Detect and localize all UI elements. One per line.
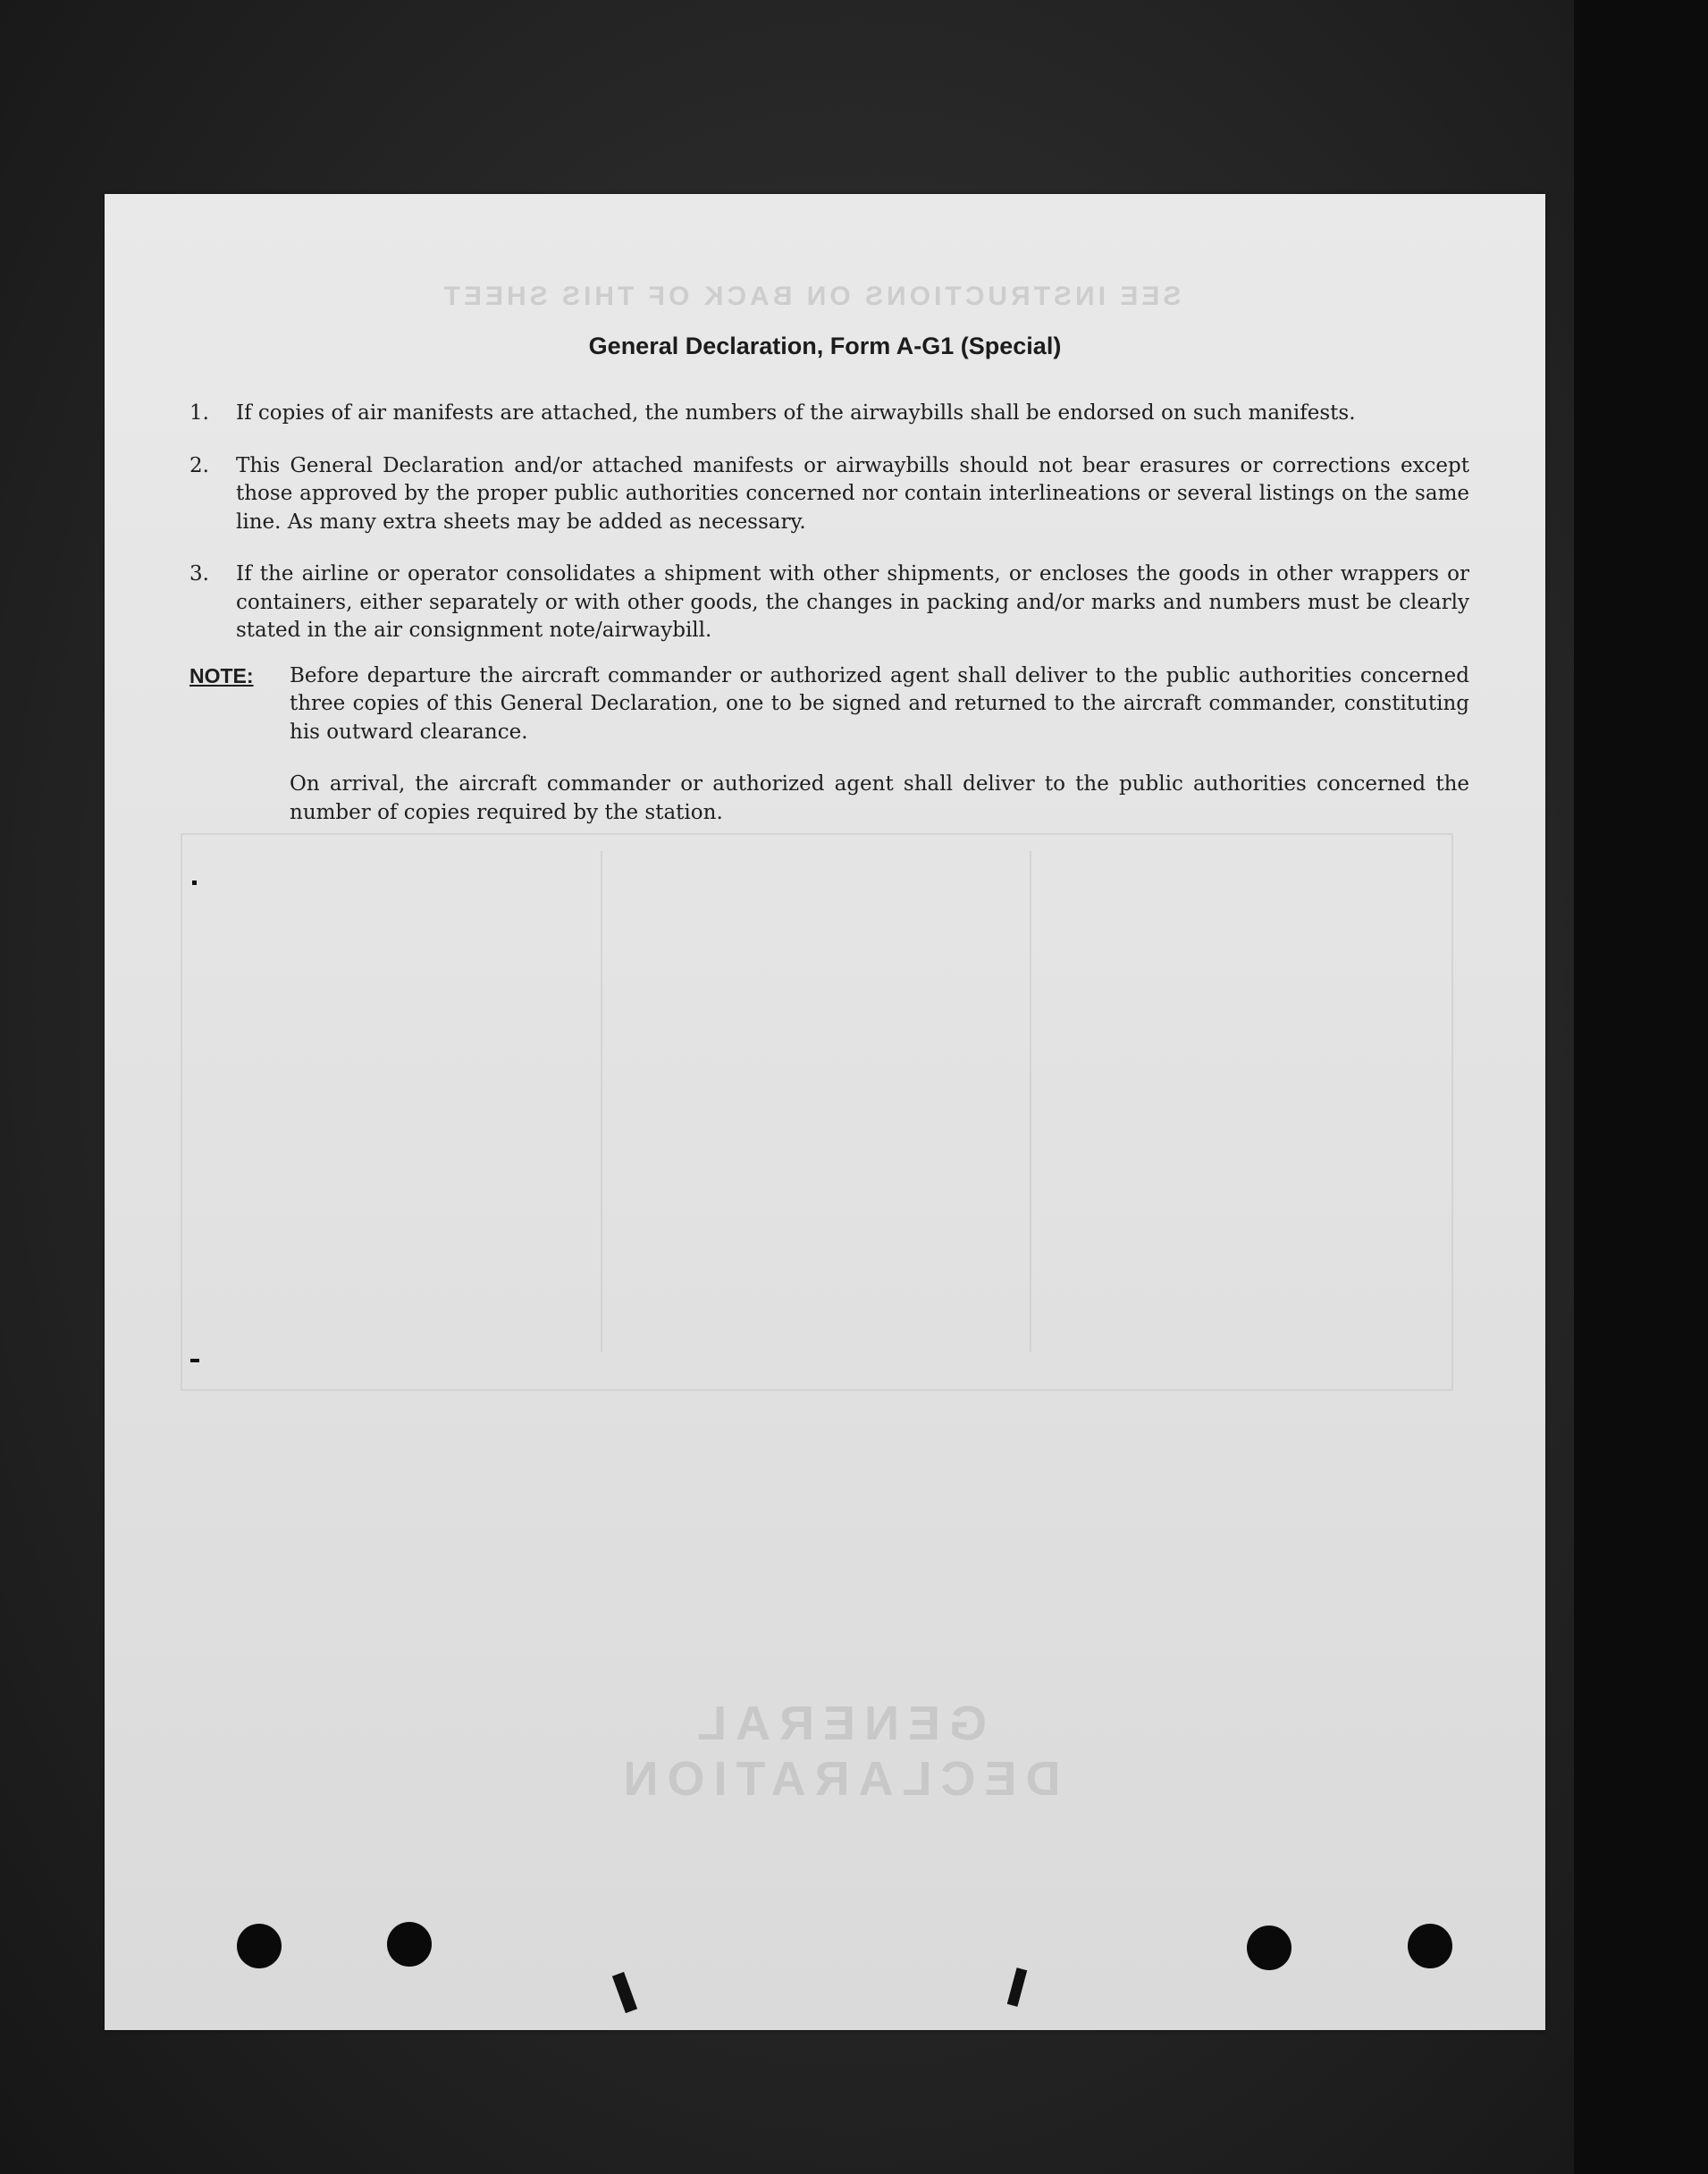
item-number: 3. — [189, 562, 209, 586]
punch-hole — [237, 1924, 282, 1968]
bleed-through-header: SEE INSTRUCTIONS ON BACK OF THIS SHEET — [440, 282, 1182, 311]
item-text: If the airline or operator consolidates a shipment with other shipments, or encloses the goods in other wrappers or containers, either separately or with other goods, the changes in packing and/or marks and numbers must be clearly stated in the air consignment note/airwaybill. — [236, 562, 1469, 642]
item-number: 1. — [189, 401, 209, 425]
bleed-through-table-divider — [601, 851, 602, 1352]
punch-hole — [1247, 1925, 1292, 1970]
bleed-through-title: GENERAL DECLARATION — [614, 1697, 1061, 1806]
staple-mark — [612, 1972, 637, 2013]
note-paragraph: Before departure the aircraft commander or authorized agent shall deliver to the public authorities concerned three copies of this General Declaration, one to be signed and returned to the aircraft commander, constituting his outward clearance. — [290, 663, 1469, 744]
punch-hole — [387, 1922, 432, 1967]
item-text: If copies of air manifests are attached, the numbers of the airwaybills shall be endorsed on such manifests. — [236, 401, 1356, 425]
instruction-item-3 — [189, 560, 1545, 645]
instructions-list — [189, 400, 1545, 851]
instruction-item-2 — [189, 452, 1545, 537]
staple-mark — [1007, 1968, 1027, 2007]
note-paragraph: On arrival, the aircraft commander or authorized agent shall deliver to the public authorities concerned the number of copies required by the station. — [290, 772, 1469, 824]
punch-hole — [1408, 1924, 1452, 1968]
bleed-through-table-divider — [1030, 851, 1031, 1352]
instruction-item-1 — [189, 400, 1545, 428]
film-edge — [1574, 0, 1708, 2174]
bleed-through-table — [181, 833, 1453, 1391]
note-section — [189, 662, 1545, 852]
note-body — [290, 662, 1469, 852]
speck — [190, 1359, 199, 1362]
form-title: General Declaration, Form A-G1 (Special) — [588, 333, 1062, 359]
document-page — [105, 194, 1545, 2030]
item-number: 2. — [189, 453, 209, 477]
note-label: NOTE: — [189, 663, 254, 687]
item-text: This General Declaration and/or attached manifests or airwaybills should not bear erasures or corrections except those approved by the proper public authorities concerned nor contain interlineations or several listings on the same line. As many extra sheets may be added as necessary. — [236, 453, 1469, 534]
speck — [192, 881, 197, 885]
